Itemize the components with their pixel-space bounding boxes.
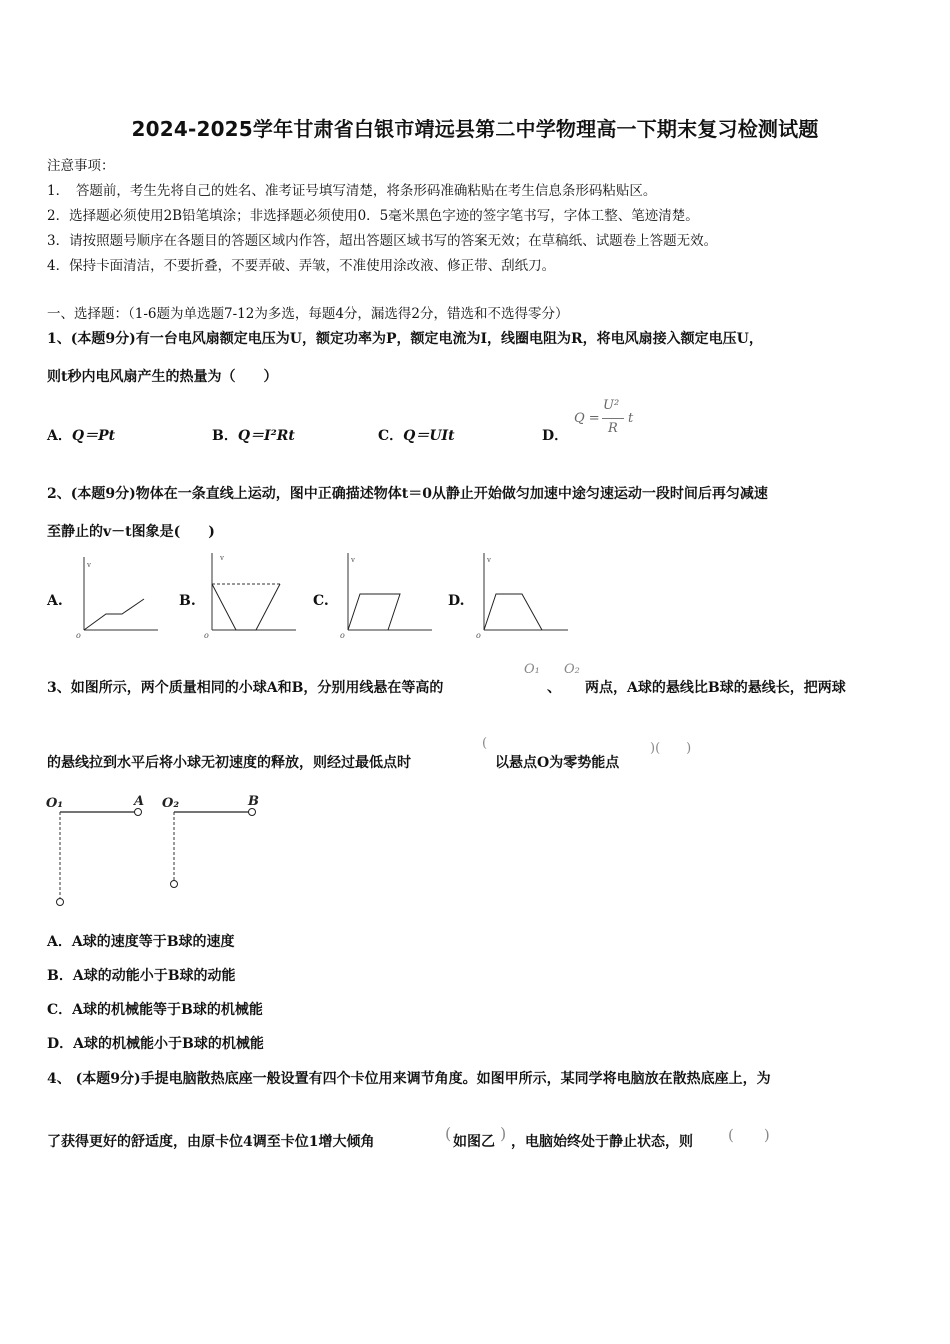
formula-numerator: U² [603, 398, 620, 413]
q1-stem-line1: 1、(本题9分)有一台电风扇额定电压为U，额定功率为P，额定电流为I，线圈电阻为R，将电风扇接入额定电压U， [47, 331, 763, 347]
notice-heading: 注意事项： [47, 158, 115, 174]
q4-paren-right: ) [500, 1124, 507, 1143]
q4-stem-line2a: 了获得更好的舒适度，由原卡位4调至卡位1增大倾角 [47, 1134, 375, 1150]
q2-graph-d [472, 548, 572, 642]
q2-option-b-label: B. [179, 593, 196, 609]
origin-label: o [76, 631, 81, 640]
ball-b [249, 809, 256, 816]
q1-option-c-text: Q＝UIt [403, 428, 455, 444]
q1-option-d-label: D． [542, 428, 569, 444]
q1-option-c [378, 425, 455, 445]
q3-option-b: B．A球的动能小于B球的动能 [47, 968, 236, 984]
q3-paren-open: ( [482, 736, 488, 751]
q1-option-d [542, 425, 568, 445]
origin-label: o [340, 631, 345, 640]
q1-option-c-label: C． [378, 428, 404, 444]
q3-stem-line2b: 以悬点O为零势能点 [495, 755, 620, 771]
ball-a-lowest [57, 899, 64, 906]
section-heading: 一、选择题：（1-6题为单选题7-12为多选，每题4分，漏选得2分，错选和不选得零分） [47, 306, 569, 322]
q4-stem-line2c: ，电脑始终处于静止状态，则 [511, 1134, 693, 1150]
notice-item-1: 1． 答题前，考生先将自己的姓名、准考证号填写清楚，将条形码准确粘贴在考生信息条形码粘贴区。 [47, 183, 657, 199]
q3-stem-line2a: 的悬线拉到水平后将小球无初速度的释放，则经过最低点时 [47, 755, 411, 771]
ball-b-lowest [171, 881, 178, 888]
q3-option-d: D．A球的机械能小于B球的机械能 [47, 1036, 264, 1052]
q1-option-a [47, 425, 115, 445]
axis-v-label: v [487, 556, 491, 564]
vt-curve [484, 594, 542, 630]
q1-option-a-label: A． [47, 428, 72, 444]
q2-graph-a [72, 552, 162, 642]
q3-option-a: A．A球的速度等于B球的速度 [47, 934, 235, 950]
q2-option-a-label: A. [47, 593, 63, 609]
ball-a [135, 809, 142, 816]
label-b: B [248, 794, 259, 809]
q2-option-d-label: D. [448, 593, 465, 609]
label-a: A [134, 794, 145, 809]
formula-fraction-bar [602, 418, 624, 419]
q3-point-o2: O₂ [564, 662, 580, 677]
q3-separator: 、 [547, 680, 561, 696]
q4-answer-paren: ( ) [728, 1126, 770, 1144]
q4-stem-line2b: 如图乙 [453, 1134, 495, 1150]
notice-item-4: 4．保持卡面清洁，不要折叠，不要弄破、弄皱，不准使用涂改液、修正带、刮纸刀。 [47, 258, 556, 274]
vt-curve [212, 584, 280, 630]
formula-lhs: Q = [574, 411, 600, 426]
q3-point-o1: O₁ [524, 662, 540, 677]
q2-stem-line1: 2、(本题9分)物体在一条直线上运动，图中正确描述物体t＝0从静止开始做匀加速中途匀速运动一段时间后再匀减速 [47, 486, 768, 502]
q3-pendulum-figure [40, 790, 280, 912]
q4-paren-left: ( [445, 1124, 452, 1143]
notice-item-2: 2．选择题必须使用2B铅笔填涂；非选择题必须使用0．5毫米黑色字迹的签字笔书写，字体工整、笔迹清楚。 [47, 208, 699, 224]
q1-option-b-text: Q＝I²Rt [237, 428, 295, 444]
axis-v-label: v [351, 556, 355, 564]
q3-stem-line1a: 3、如图所示，两个质量相同的小球A和B，分别用线悬在等高的 [47, 680, 444, 696]
q3-option-c: C．A球的机械能等于B球的机械能 [47, 1002, 263, 1018]
notice-item-3: 3．请按照题号顺序在各题目的答题区域内作答，超出答题区域书写的答案无效；在草稿纸、试题卷上答题无效。 [47, 233, 718, 249]
q1-option-b [212, 425, 295, 445]
formula-denominator: R [608, 421, 618, 436]
q3-paren-close: )( ) [650, 741, 692, 756]
q2-stem-line2: 至静止的v－t图象是( ) [47, 524, 215, 540]
vt-curve [84, 599, 144, 630]
vt-curve [348, 594, 400, 630]
page-title: 2024-2025学年甘肃省白银市靖远县第二中学物理高一下期末复习检测试题 [131, 117, 819, 141]
q1-option-a-text: Q＝Pt [71, 428, 116, 444]
origin-label: o [204, 631, 209, 640]
q2-option-c-label: C. [313, 593, 329, 609]
q2-graph-c [336, 548, 436, 642]
axis-v-label: v [220, 554, 224, 562]
q3-stem-line1b: 两点，A球的悬线比B球的悬线长，把两球 [585, 680, 846, 696]
q2-graph-b [200, 548, 300, 642]
axis-v-label: v [87, 561, 91, 569]
origin-label: o [476, 631, 481, 640]
q1-formula-d [574, 398, 644, 440]
label-o1: O₁ [46, 796, 64, 811]
formula-tail: t [628, 411, 634, 426]
q1-stem-line2: 则t秒内电风扇产生的热量为（ ） [47, 369, 278, 385]
label-o2: O₂ [162, 796, 180, 811]
q1-option-b-label: B． [212, 428, 238, 444]
q4-stem-line1: 4、 (本题9分)手提电脑散热底座一般设置有四个卡位用来调节角度。如图甲所示，某同学将电脑放在散热底座上，为 [47, 1071, 771, 1087]
